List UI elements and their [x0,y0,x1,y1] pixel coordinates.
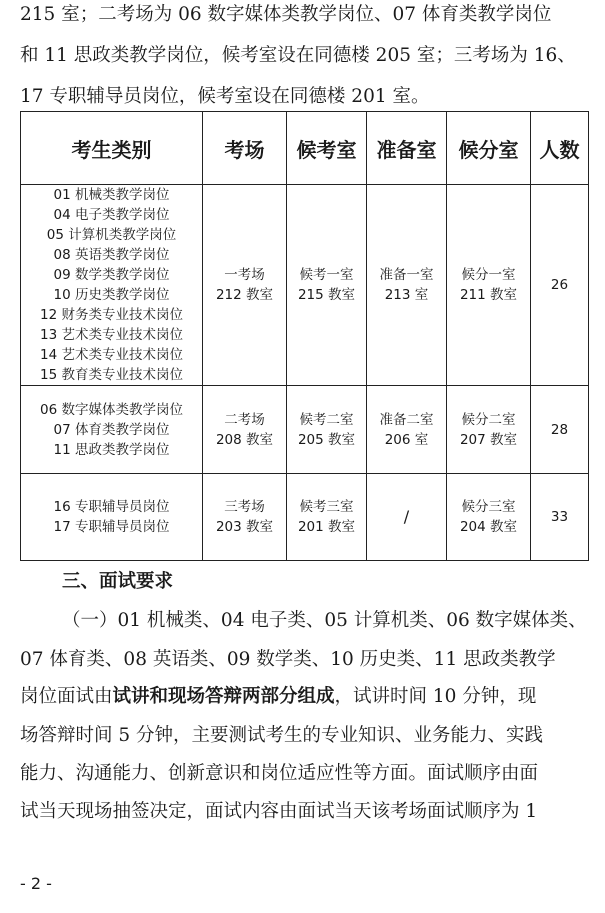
intro-line: 和 11 思政类教学岗位，候考室设在同德楼 205 室；三考场为 16、 [20,45,576,66]
header-cell: 人数 [531,112,589,185]
count-cell: 26 [531,185,589,386]
waiting-room-number: 205 教室 [297,431,356,448]
exam-room-name: 三考场 [224,499,265,515]
score-room-number: 211 教室 [459,287,518,303]
score-room-cell [447,185,531,386]
body-line [20,685,588,709]
count-cell: 33 [531,474,589,561]
position-item: 06 数字媒体类教学岗位 [40,401,183,418]
score-room-cell [447,474,531,561]
header-cell: 准备室 [367,112,447,185]
exam-room-number: 212 教室 [215,287,274,303]
waiting-room-number: 201 教室 [297,519,356,535]
exam-room-cell [203,185,287,386]
header-cell: 候分室 [447,112,531,185]
prep-room-name: 准备二室 [379,411,434,428]
position-item: 07 体育类教学岗位 [53,421,170,438]
score-room-name: 候分一室 [461,267,516,283]
prep-room-number: 213 室 [384,287,429,303]
position-item: 09 数学类教学岗位 [53,267,170,283]
table-row [21,474,589,561]
position-item: 10 历史类教学岗位 [53,287,170,303]
position-item: 05 计算机类教学岗位 [46,227,177,243]
intro-line: 215 室；二考场为 06 数字媒体类教学岗位、07 体育类教学岗位 [20,4,552,25]
prep-room-cell: / [367,474,447,561]
waiting-room-name: 候考一室 [299,267,354,283]
exam-room-number: 208 教室 [215,431,274,448]
score-room-number: 207 教室 [459,431,518,448]
table-row [21,185,589,386]
prep-room-number: 206 室 [384,431,429,448]
score-room-name: 候分三室 [461,499,516,515]
exam-room-name: 一考场 [224,267,265,283]
position-item: 15 教育类专业技术岗位 [40,367,183,383]
body-text: ，试讲时间 10 分钟，现 [334,686,537,707]
header-cell: 考生类别 [21,112,203,185]
body-line: 能力、沟通能力、创新意识和岗位适应性等方面。面试顺序由面 [20,763,539,784]
exam-room-name: 二考场 [224,411,265,428]
position-item: 17 专职辅导员岗位 [53,519,170,535]
position-item: 16 专职辅导员岗位 [53,499,170,515]
score-room-name: 候分二室 [461,411,516,428]
body-text: 岗位面试由 [20,686,113,707]
position-item: 14 艺术类专业技术岗位 [40,347,183,363]
position-item: 01 机械类教学岗位 [53,187,170,203]
body-line: 07 体育类、08 英语类、09 数学类、10 历史类、11 思政类教学 [20,649,556,670]
position-list-cell [21,185,203,386]
waiting-room-cell [287,386,367,474]
position-item: 11 思政类教学岗位 [53,441,170,458]
exam-room-cell [203,386,287,474]
waiting-room-name: 候考三室 [299,499,354,515]
waiting-room-name: 候考二室 [299,411,354,428]
position-item: 13 艺术类专业技术岗位 [40,327,183,343]
section-heading: 三、面试要求 [62,571,174,592]
score-room-number: 204 教室 [459,519,518,535]
body-emphasis: 试讲和现场答辩两部分组成 [112,686,335,707]
intro-line: 17 专职辅导员岗位，候考室设在同德楼 201 室。 [20,86,430,107]
exam-room-number: 203 教室 [215,519,274,535]
exam-arrangement-table [20,111,589,561]
prep-room-cell [367,185,447,386]
prep-room-cell [367,386,447,474]
waiting-room-cell [287,474,367,561]
position-list-cell [21,386,203,474]
prep-room-name: 准备一室 [379,267,434,283]
score-room-cell [447,386,531,474]
position-item: 08 英语类教学岗位 [53,247,170,263]
header-cell: 考场 [203,112,287,185]
position-item: 12 财务类专业技术岗位 [40,307,183,323]
count-cell: 28 [531,386,589,474]
header-cell: 候考室 [287,112,367,185]
body-line: （一）01 机械类、04 电子类、05 计算机类、06 数字媒体类、 [62,610,587,631]
page-number: - 2 - [20,874,52,893]
waiting-room-cell [287,185,367,386]
body-line: 试当天现场抽签决定，面试内容由面试当天该考场面试顺序为 1 [20,801,538,822]
position-list-cell [21,474,203,561]
waiting-room-number: 215 教室 [297,287,356,303]
table-row [21,386,589,474]
position-item: 04 电子类教学岗位 [53,207,170,223]
body-line: 场答辩时间 5 分钟，主要测试考生的专业知识、业务能力、实践 [20,725,544,746]
exam-room-cell [203,474,287,561]
table-header-row [21,112,589,185]
